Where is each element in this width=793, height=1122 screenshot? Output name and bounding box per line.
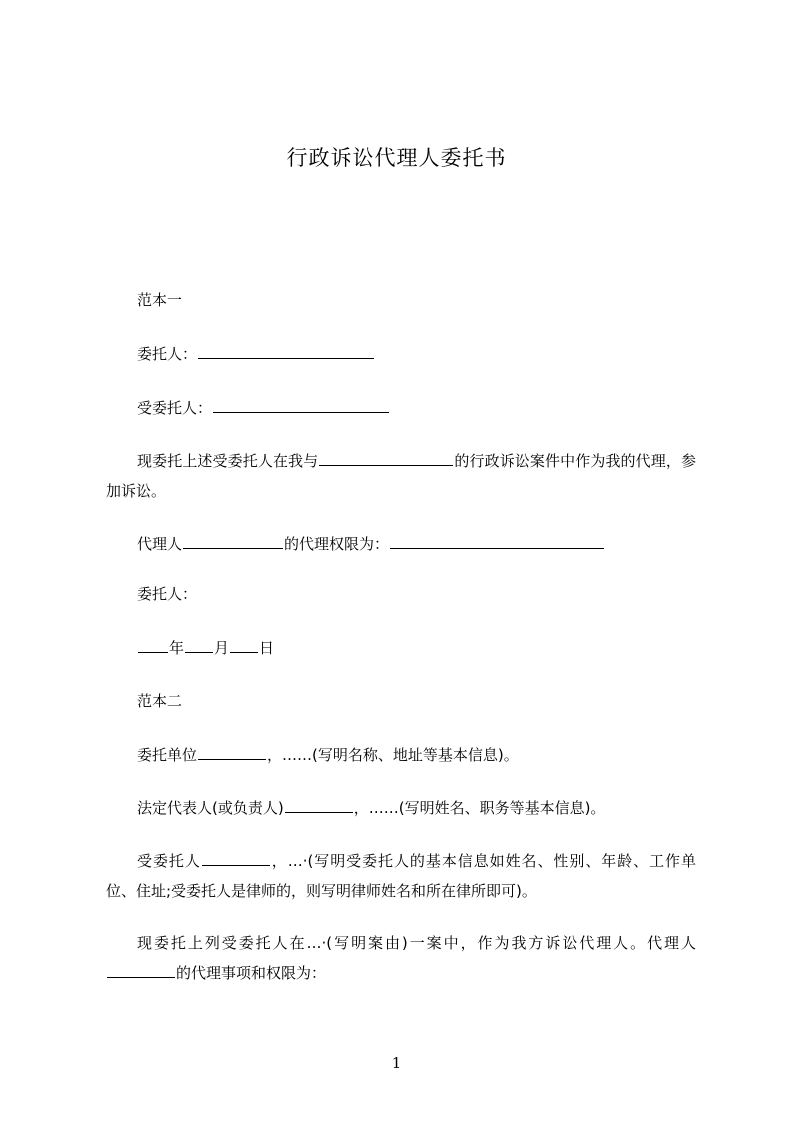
entrust-blank (319, 464, 453, 466)
entrust2-paragraph (106, 928, 696, 988)
legal-rep-line (106, 793, 727, 823)
date-line (106, 633, 727, 663)
month-blank (185, 651, 213, 653)
agent-line (106, 393, 727, 423)
authority-pre: 代理人 (137, 535, 183, 553)
agent2-pre: 受委托人 (137, 852, 201, 870)
template2-heading: 范本二 (137, 692, 183, 710)
authority-scope-blank (390, 547, 604, 549)
year-label: 年 (169, 639, 185, 657)
day-label: 日 (259, 639, 275, 657)
agent-blank (213, 411, 389, 413)
legal-post: ，……(写明姓名、职务等基本信息)。 (353, 799, 606, 817)
unit-line (106, 740, 727, 770)
entrust-pre: 现委托上述受委托人在我与 (137, 452, 319, 470)
client-label: 委托人： (137, 345, 198, 363)
page-number: 1 (391, 1054, 402, 1072)
entrust-post: 的行政诉讼案件中作为我的代理，参加诉讼。 (106, 452, 696, 500)
document-title: 行政诉讼代理人委托书 (286, 146, 507, 170)
unit-post: ，……(写明名称、地址等基本信息)。 (267, 746, 519, 764)
unit-blank (198, 758, 266, 760)
template1-heading: 范本一 (137, 291, 183, 309)
entrust2-end: 的代理事项和权限为： (176, 964, 327, 982)
agent2-post: ，…·(写明受委托人的基本信息如姓名、性别、年龄、工作单位、住址;受委托人是律师的，则写明律师姓名和所在律所即可)。 (106, 852, 696, 900)
month-label: 月 (214, 639, 230, 657)
client-blank (198, 357, 374, 359)
agent-label: 受委托人： (137, 399, 213, 417)
entrust2-text: 现委托上列受委托人在…·(写明案由)一案中，作为我方诉讼代理人。代理人 (137, 934, 696, 952)
legal-pre: 法定代表人(或负责人) (137, 799, 284, 817)
year-blank (138, 651, 168, 653)
legal-blank (285, 811, 353, 813)
authority-agent-blank (183, 547, 283, 549)
agent-info-paragraph (106, 846, 696, 906)
client-line (106, 339, 727, 369)
unit-pre: 委托单位 (137, 746, 198, 764)
agent2-blank (202, 864, 270, 866)
authority-line (106, 529, 727, 559)
authority-mid: 的代理权限为： (284, 535, 390, 553)
signature-label: 委托人： (137, 585, 198, 603)
entrust2-blank (107, 976, 175, 978)
day-blank (230, 651, 258, 653)
entrust-paragraph (106, 446, 696, 506)
